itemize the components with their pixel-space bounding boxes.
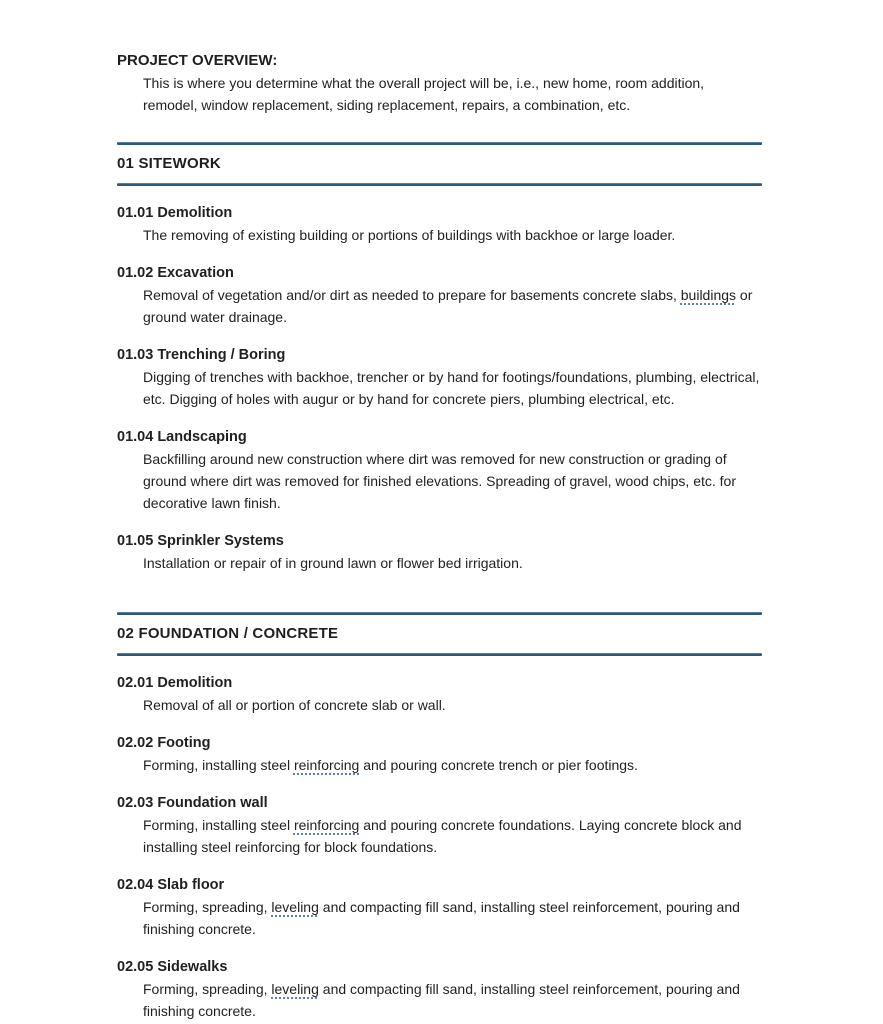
body-text-segment: or ground water drainage.: [143, 287, 753, 325]
section-rule-top: [117, 142, 762, 145]
section-rule-bottom: [117, 653, 762, 656]
body-text-segment: Forming, installing steel: [143, 757, 294, 773]
spec-item: [117, 874, 762, 940]
body-text-segment: Forming, spreading,: [143, 899, 272, 915]
sections: [117, 142, 762, 1022]
spec-item-title: 01.03 Trenching / Boring: [117, 347, 286, 363]
proofing-underlined-word: leveling: [271, 981, 319, 997]
proofing-underlined-word: reinforcing: [293, 817, 360, 833]
body-text-segment: Installation or repair of in ground lawn or flower bed irrigation.: [143, 555, 523, 571]
spec-item-body: [143, 978, 762, 1022]
spec-item-body: [143, 814, 762, 858]
section: [117, 612, 762, 1022]
spec-item: [117, 672, 762, 716]
spec-item-title: 02.03 Foundation wall: [117, 795, 268, 811]
spec-item: [117, 956, 762, 1022]
overview-body: This is where you determine what the overall project will be, i.e., new home, room addition, remodel, window replacement, siding replacement, repairs, a combination, etc.: [143, 75, 705, 113]
section: [117, 142, 762, 574]
spec-item-body: [143, 366, 762, 410]
spec-item-body: [143, 448, 762, 514]
spec-item: [117, 732, 762, 776]
body-text-segment: Forming, spreading,: [143, 981, 272, 997]
body-text-segment: The removing of existing building or portions of buildings with backhoe or large loader.: [143, 227, 676, 243]
section-rule-top: [117, 612, 762, 615]
spec-item: [117, 426, 762, 514]
spec-item: [117, 344, 762, 410]
spec-item-title: 02.04 Slab floor: [117, 877, 225, 893]
spec-item-title: 01.04 Landscaping: [117, 429, 247, 445]
body-text-segment: Forming, installing steel: [143, 817, 294, 833]
spec-item: [117, 792, 762, 858]
body-text-segment: Digging of trenches with backhoe, trencher or by hand for footings/foundations, plumbing, electrical, etc. Digging of holes with augur or by hand for concrete piers, plumbing electrical, etc.: [143, 369, 760, 407]
spec-item-title: 01.01 Demolition: [117, 205, 233, 221]
spec-item-title: 02.01 Demolition: [117, 675, 233, 691]
body-text-segment: and pouring concrete trench or pier footings.: [359, 757, 638, 773]
spec-item-body: [143, 754, 762, 776]
section-heading: 01 SITEWORK: [117, 155, 221, 172]
spec-item-title: 01.02 Excavation: [117, 265, 234, 281]
body-text-segment: Backfilling around new construction where dirt was removed for new construction or grading of ground where dirt was removed for finished elevations. Spreading of gravel, wood chips, etc. for decorative lawn finish.: [143, 451, 736, 511]
body-text-segment: Removal of all or portion of concrete slab or wall.: [143, 697, 446, 713]
proofing-underlined-word: leveling: [271, 899, 319, 915]
spec-item-body: [143, 694, 762, 716]
proofing-underlined-word: buildings: [680, 287, 737, 303]
body-text-segment: and compacting fill sand, installing steel reinforcement, pouring and finishing concrete.: [143, 981, 740, 1019]
body-text-segment: and pouring concrete foundations. Laying concrete block and installing steel reinforcing for block foundations.: [143, 817, 742, 855]
spec-item-body: [143, 896, 762, 940]
section-heading: 02 FOUNDATION / CONCRETE: [117, 625, 339, 642]
section-rule-bottom: [117, 183, 762, 186]
spec-item: [117, 530, 762, 574]
spec-item-body: [143, 224, 762, 246]
spec-item-body: [143, 284, 762, 328]
spec-item-title: 01.05 Sprinkler Systems: [117, 533, 284, 549]
proofing-underlined-word: reinforcing: [293, 757, 360, 773]
spec-item-body: [143, 552, 762, 574]
body-text-segment: and compacting fill sand, installing steel reinforcement, pouring and finishing concrete.: [143, 899, 740, 937]
spec-item-title: 02.05 Sidewalks: [117, 959, 228, 975]
body-text-segment: Removal of vegetation and/or dirt as needed to prepare for basements concrete slabs,: [143, 287, 681, 303]
spec-item: [117, 262, 762, 328]
spec-item-title: 02.02 Footing: [117, 735, 211, 751]
spec-item: [117, 202, 762, 246]
project-overview-block: [117, 50, 762, 116]
overview-title: PROJECT OVERVIEW:: [117, 52, 278, 69]
